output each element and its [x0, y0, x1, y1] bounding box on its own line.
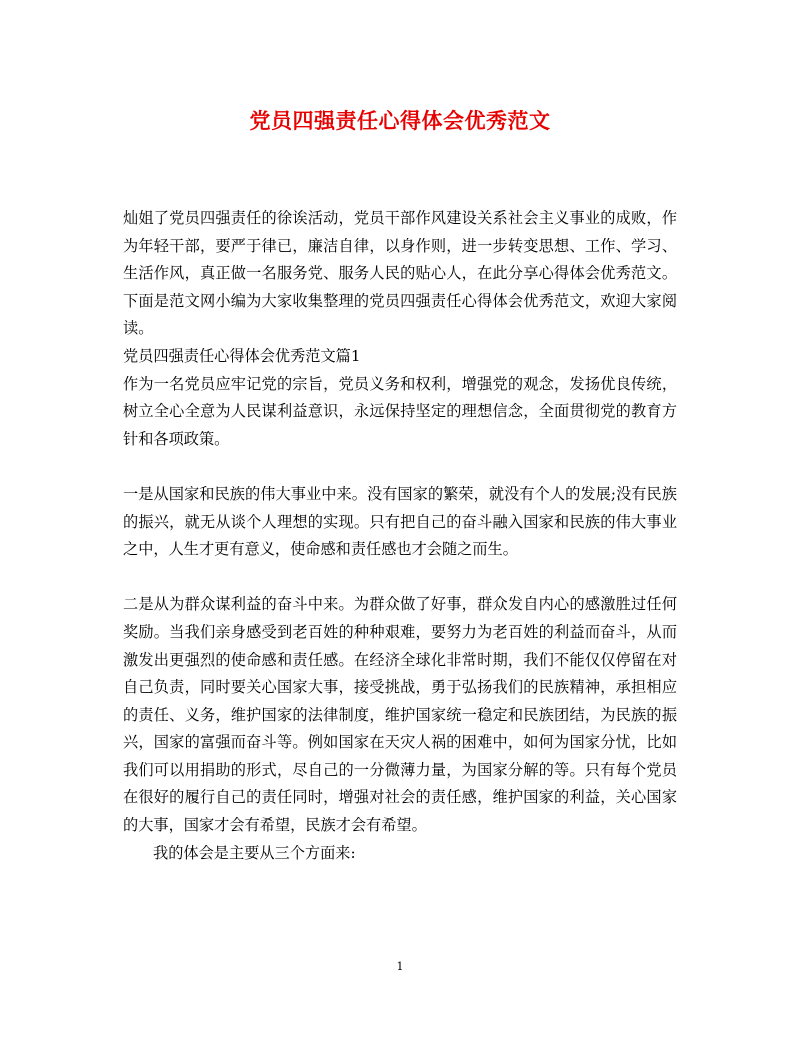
document-body: [123, 205, 677, 867]
paragraph-spacer: [123, 453, 677, 481]
paragraph-3: 二是从为群众谋利益的奋斗中来。为群众做了好事，群众发自内心的感激胜过任何奖励。当我们亲身感受到老百姓的种种艰难，要努力为老百姓的利益而奋斗，从而激发出更强烈的使命感和责任感。在经济全球化非常时期，我们不能仅仅停留在对自己负责，同时要关心国家大事，接受挑战，勇于弘扬我们的民族精神，承担相应的责任、义务，维护国家的法律制度，维护国家统一稳定和民族团结，为民族的振兴，国家的富强而奋斗等。例如国家在天灾人祸的困难中，如何为国家分忧，比如我们可以用捐助的形式，尽自己的一分微薄力量，为国家分解的等。只有每个党员在很好的履行自己的责任同时，增强对社会的责任感，维护国家的利益，关心国家的大事，国家才会有希望，民族才会有希望。: [123, 595, 677, 835]
paragraph-2: 一是从国家和民族的伟大事业中来。没有国家的繁荣，就没有个人的发展;没有民族的振兴，就无从谈个人理想的实现。只有把自己的奋斗融入国家和民族的伟大事业之中，人生才更有意义，使命感和责任感也才会随之而生。: [123, 484, 677, 559]
paragraph-spacer: [123, 564, 677, 592]
intro-paragraph: 灿姐了党员四强责任的徐诶活动，党员干部作风建设关系社会主义事业的成败，作为年轻干部，要严于律已，廉洁自律，以身作则，进一步转变思想、工作、学习、生活作风，真正做一名服务党、服务人民的贴心人，在此分享心得体会优秀范文。下面是范文网小编为大家收集整理的党员四强责任心得体会优秀范文，欢迎大家阅读。: [123, 209, 677, 338]
document-title: 党员四强责任心得体会优秀范文: [249, 108, 551, 133]
page-number: 1: [396, 960, 404, 973]
section-heading: 党员四强责任心得体会优秀范文篇1: [123, 346, 361, 365]
paragraph-4: 我的体会是主要从三个方面来:: [153, 843, 356, 862]
paragraph-1: 作为一名党员应牢记党的宗旨，党员义务和权利，增强党的观念，发扬优良传统，树立全心全意为人民谋利益意识，永远保持坚定的理想信念，全面贯彻党的教育方针和各项政策。: [123, 374, 677, 448]
